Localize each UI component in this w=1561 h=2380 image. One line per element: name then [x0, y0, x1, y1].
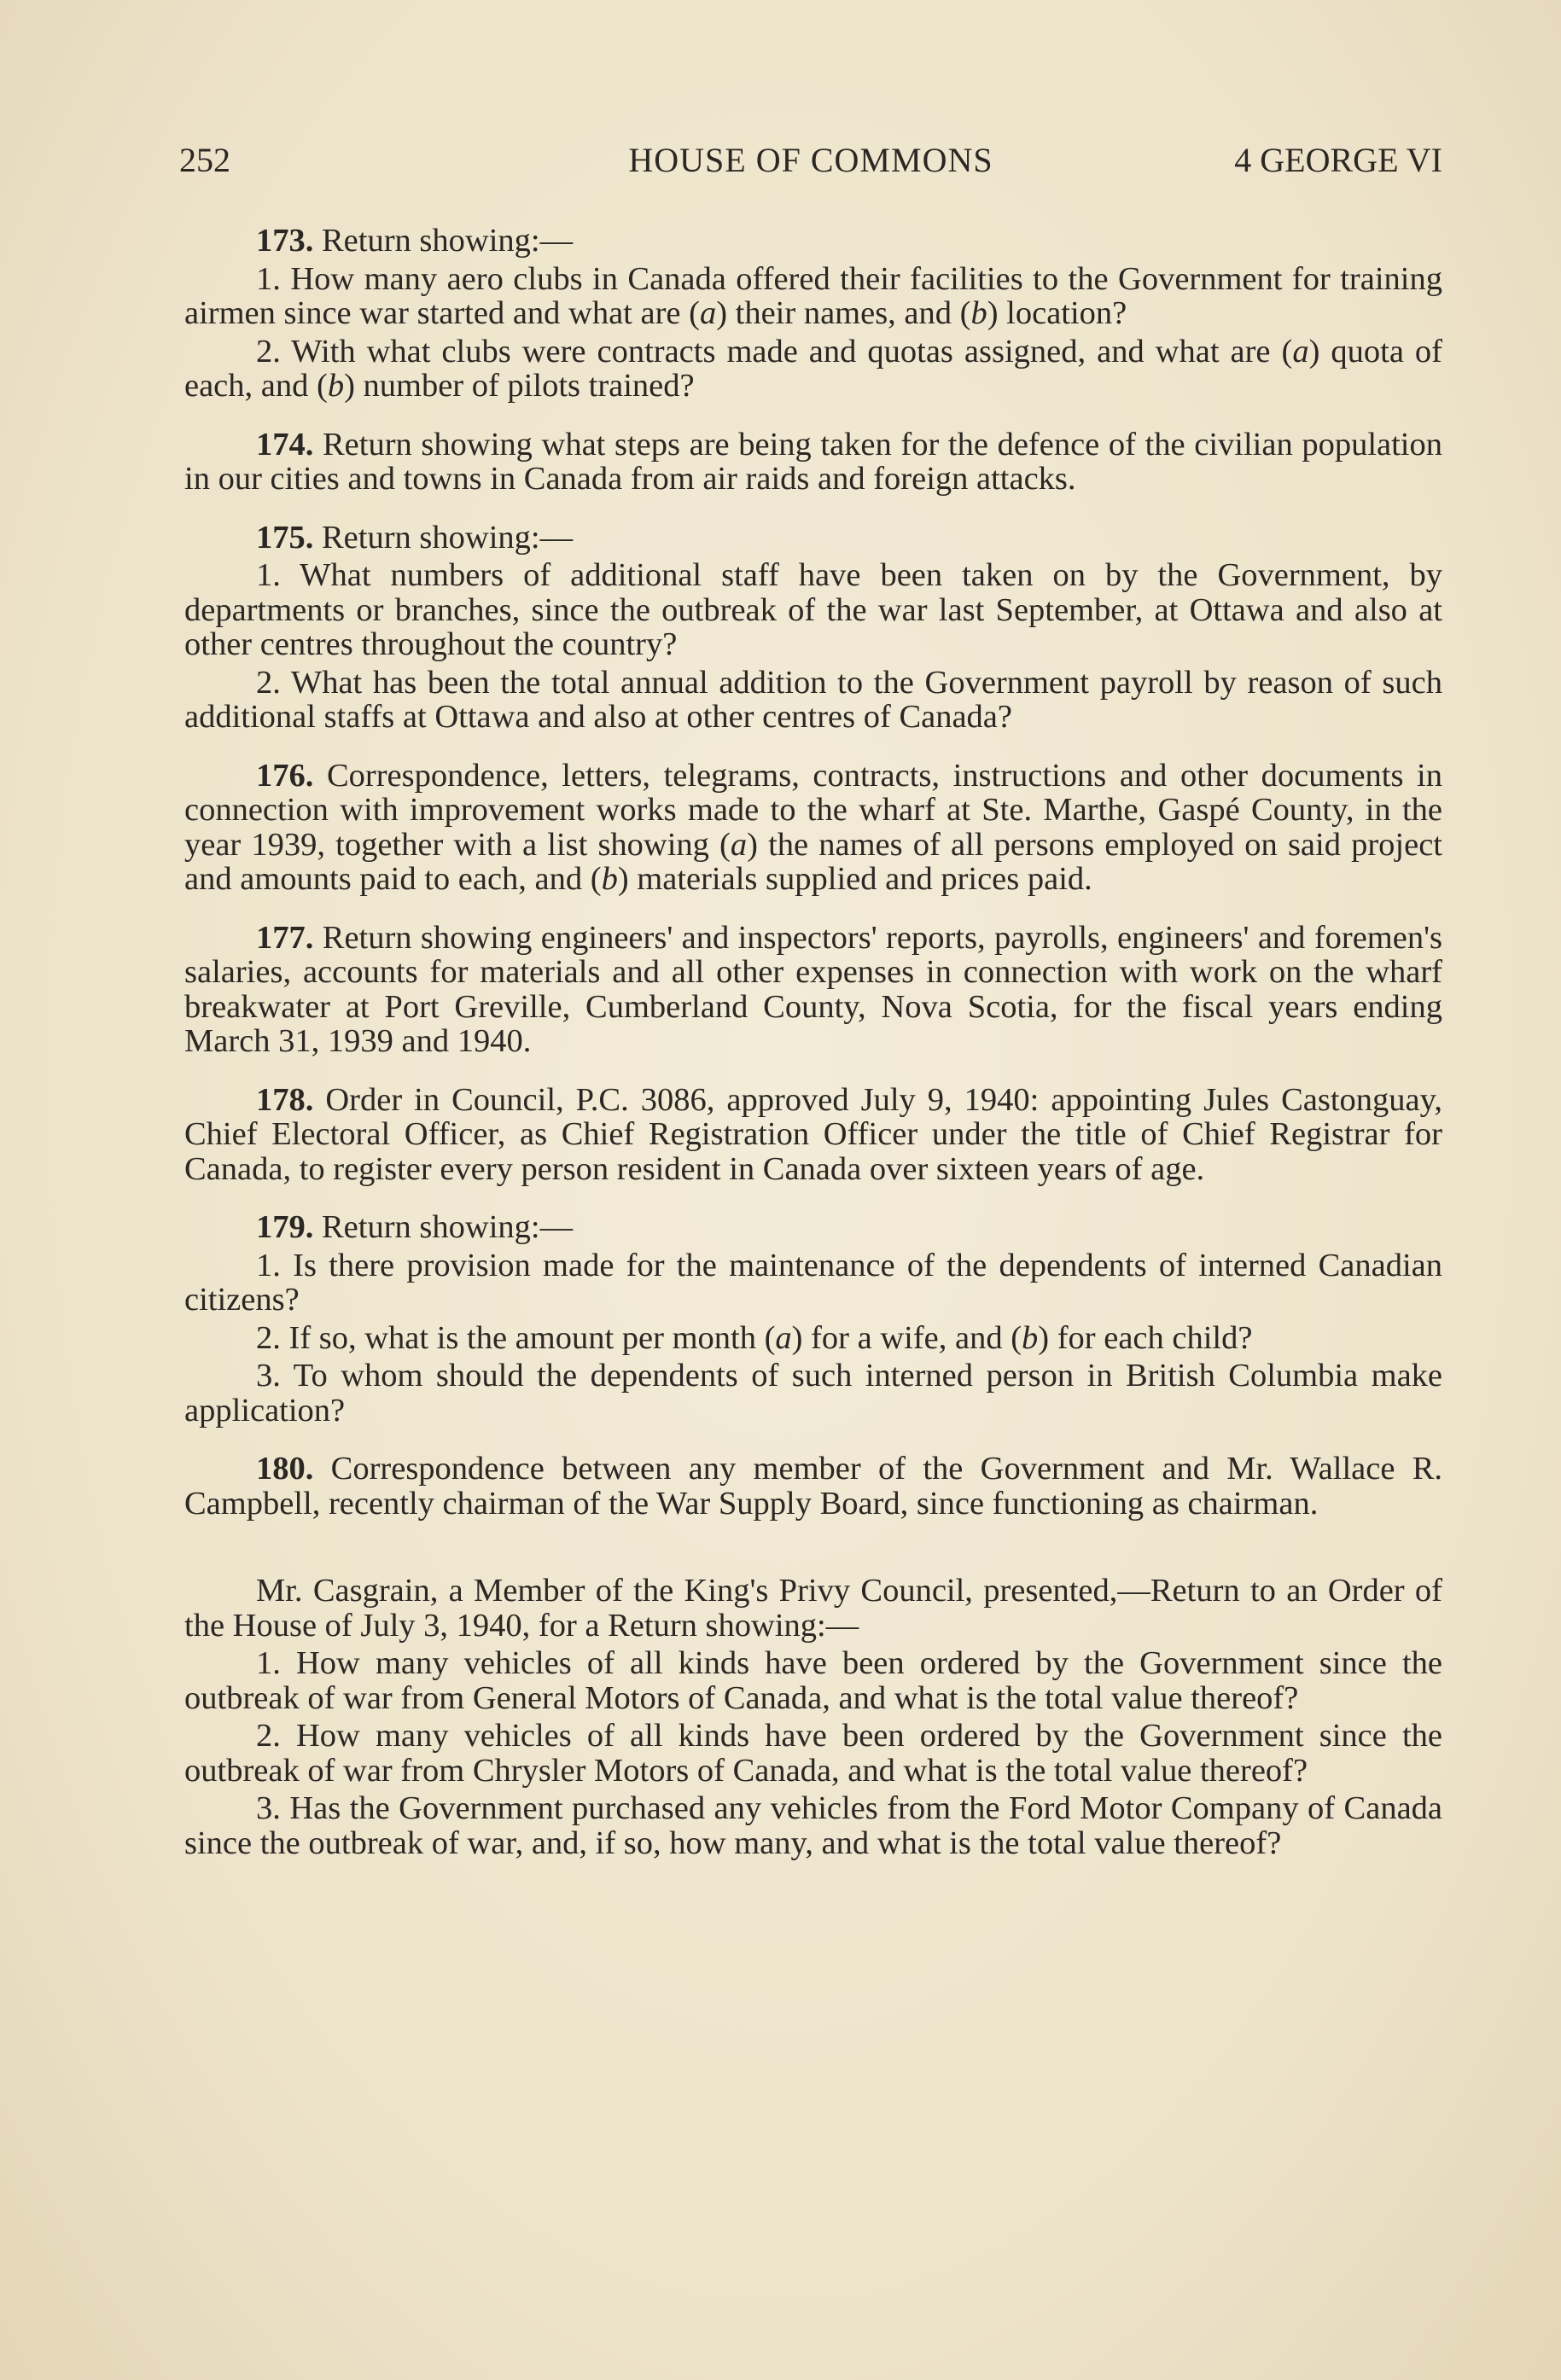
entry-heading: 175. Return showing:— [256, 519, 574, 556]
entry-number: 174. [256, 426, 314, 463]
question-paragraph: 3. To whom should the dependents of such interned person in British Columbia make application? [184, 1358, 1442, 1429]
entry-175 [184, 521, 1442, 735]
entry-178 [184, 1083, 1442, 1187]
entry-174 [184, 428, 1442, 497]
entry-heading: 179. Return showing:— [256, 1209, 574, 1245]
entry-heading [184, 224, 1442, 259]
running-header [179, 135, 1442, 186]
question-paragraph: 2. What has been the total annual addition to the Government payroll by reason of such additional staffs at Ottawa and also at other centres of Canada? [184, 664, 1442, 735]
entry-173 [184, 224, 1442, 404]
entry-number: 173. [256, 223, 314, 259]
entry-paragraph: 177. Return showing engineers' and inspectors' reports, payrolls, engineers' and foremen's salaries, accounts for materials and all other expenses in connection with work on the wharf breakwater at Port Greville, Cumberland County, Nova Scotia, for the fiscal years ending March 31, 1939 and 1940. [184, 919, 1442, 1059]
entry-number: 176. [256, 757, 314, 794]
entry-paragraph: 174. Return showing what steps are being taken for the defence of the civilian population in our cities and towns in Canada from air raids and foreign attacks. [184, 426, 1442, 497]
question-paragraph: 1. Is there provision made for the maintenance of the dependents of interned Canadian citizens? [184, 1247, 1442, 1318]
entry-number: 177. [256, 919, 314, 956]
entry-number: 178. [256, 1081, 314, 1118]
entry-180 [184, 1452, 1442, 1521]
entry-179 [184, 1210, 1442, 1428]
entry-paragraph: 178. Order in Council, P.C. 3086, approved July 9, 1940: appointing Jules Castonguay, Chief Electoral Officer, as Chief Registration Officer under the title of Chief Registrar for Canada, to register every person resident in Canada over sixteen years of age. [184, 1081, 1442, 1187]
entry-number: 180. [256, 1451, 314, 1487]
entry-number: 179. [256, 1209, 314, 1245]
regnal-year: 4 GEORGE VI [1234, 141, 1442, 179]
entry-paragraph: 176. Correspondence, letters, telegrams, contracts, instructions and other documents in connection with improvement works made to the wharf at Ste. Marthe, Gaspé County, in the year 1939, together with a list showing (a) the names of all persons employed on said project and amounts paid to each, and (b) materials supplied and prices paid. [184, 757, 1442, 897]
return-question: 2. How many vehicles of all kinds have been ordered by the Government since the outbreak of war from Chrysler Motors of Canada, and what is the total value thereof? [184, 1718, 1442, 1789]
page-number: 252 [179, 141, 230, 179]
entry-paragraph: 180. Correspondence between any member of the Government and Mr. Wallace R. Campbell, recently chairman of the War Supply Board, since functioning as chairman. [184, 1451, 1442, 1522]
page-body [184, 224, 1442, 1860]
question-paragraph: 1. What numbers of additional staff have been taken on by the Government, by departments or branches, since the outbreak of the war last September, at Ottawa and also at other centres throughout the country? [184, 557, 1442, 662]
question-paragraph: 2. With what clubs were contracts made and quotas assigned, and what are (a) quota of each, and (b) number of pilots trained? [184, 333, 1442, 404]
return-intro: Mr. Casgrain, a Member of the King's Privy Council, presented,—Return to an Order of the House of July 3, 1940, for a Return showing:— [184, 1573, 1442, 1644]
entry-lead: Return showing:— [313, 223, 574, 259]
entry-number: 175. [256, 519, 314, 556]
question-paragraph: 1. How many aero clubs in Canada offered their facilities to the Government for training airmen since war started and what are (a) their names, and (b) location? [184, 260, 1442, 331]
return-question: 1. How many vehicles of all kinds have been ordered by the Government since the outbreak of war from General Motors of Canada, and what is the total value thereof? [184, 1645, 1442, 1716]
question-paragraph: 2. If so, what is the amount per month (a) for a wife, and (b) for each child? [256, 1319, 1253, 1356]
entry-176 [184, 759, 1442, 897]
journal-title: HOUSE OF COMMONS [628, 141, 993, 179]
return-question: 3. Has the Government purchased any vehicles from the Ford Motor Company of Canada since the outbreak of war, and, if so, how many, and what is the total value thereof? [184, 1790, 1442, 1861]
return-presented [184, 1574, 1442, 1860]
entry-177 [184, 921, 1442, 1059]
